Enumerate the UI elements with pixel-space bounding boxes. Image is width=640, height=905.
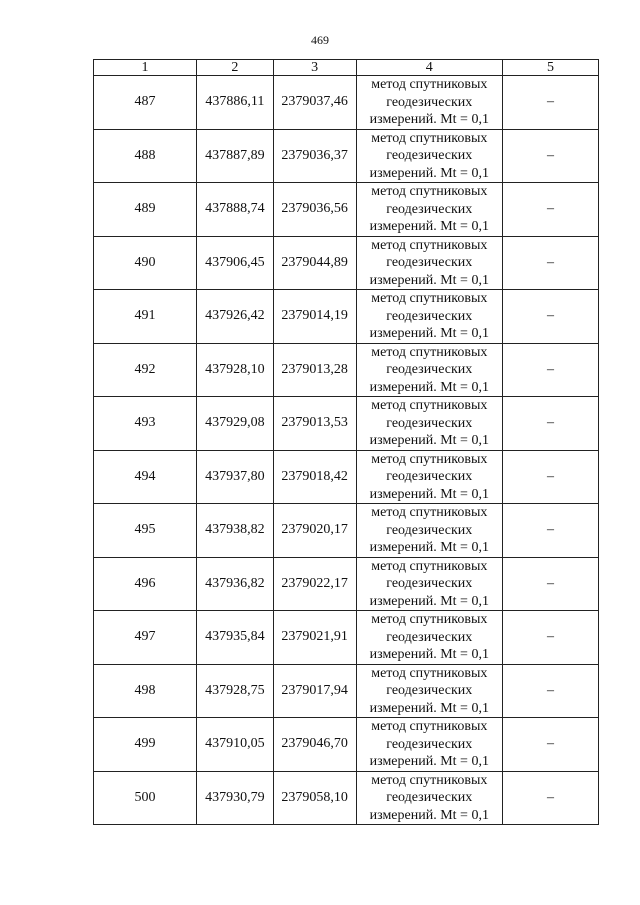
x-coordinate-cell: 437886,11: [197, 76, 274, 130]
column-header-1: 1: [94, 60, 197, 76]
method-line: геодезических: [386, 469, 473, 484]
x-coordinate-cell: 437910,05: [197, 718, 274, 772]
method-cell: [356, 718, 502, 772]
column-header-5: 5: [503, 60, 599, 76]
method-line: геодезических: [386, 415, 473, 431]
point-number-cell: 497: [94, 611, 197, 665]
method-cell: [356, 183, 502, 237]
x-coordinate-cell: 437937,80: [197, 450, 274, 504]
x-coordinate-cell: 437928,10: [197, 343, 274, 397]
method-line: геодезических: [386, 683, 473, 698]
column-header-2: 2: [197, 60, 274, 76]
x-coordinate-cell: 437906,45: [197, 236, 274, 290]
method-cell: [356, 450, 502, 504]
column-header-3: 3: [273, 60, 356, 76]
method-cell: [356, 129, 502, 183]
y-coordinate-cell: 2379044,89: [273, 236, 356, 290]
x-coordinate-cell: 437888,74: [197, 183, 274, 237]
method-line: измерений. Mt = 0,1: [369, 700, 489, 716]
y-coordinate-cell: 2379020,17: [273, 504, 356, 558]
y-coordinate-cell: 2379013,28: [273, 343, 356, 397]
method-line: метод спутниковых: [371, 344, 488, 360]
method-line: геодезических: [386, 362, 473, 377]
method-line: геодезических: [386, 255, 473, 270]
method-line: измерений. Mt = 0,1: [369, 647, 489, 662]
note-cell: –: [503, 129, 599, 183]
table-row: [94, 236, 599, 290]
point-number-cell: 493: [94, 397, 197, 451]
method-cell: [356, 771, 502, 825]
point-number-cell: 488: [94, 129, 197, 183]
table-header: [94, 60, 599, 76]
method-line: геодезических: [386, 790, 473, 805]
x-coordinate-cell: 437936,82: [197, 557, 274, 611]
x-coordinate-cell: 437926,42: [197, 290, 274, 344]
table-row: [94, 450, 599, 504]
method-line: измерений. Mt = 0,1: [369, 807, 489, 823]
method-line: метод спутниковых: [371, 665, 488, 681]
method-line: геодезических: [386, 308, 473, 324]
method-line: метод спутниковых: [371, 451, 488, 467]
table-row: [94, 771, 599, 825]
table-row: [94, 611, 599, 665]
y-coordinate-cell: 2379036,56: [273, 183, 356, 237]
point-number-cell: 490: [94, 236, 197, 290]
method-cell: [356, 557, 502, 611]
method-line: метод спутниковых: [371, 719, 488, 734]
x-coordinate-cell: 437887,89: [197, 129, 274, 183]
method-line: измерений. Mt = 0,1: [369, 433, 489, 448]
method-line: измерений. Mt = 0,1: [369, 272, 489, 288]
y-coordinate-cell: 2379018,42: [273, 450, 356, 504]
method-line: геодезических: [386, 736, 473, 752]
method-line: измерений. Mt = 0,1: [369, 379, 489, 395]
note-cell: –: [503, 290, 599, 344]
method-line: геодезических: [386, 94, 473, 110]
x-coordinate-cell: 437935,84: [197, 611, 274, 665]
note-cell: –: [503, 557, 599, 611]
table-row: [94, 76, 599, 130]
method-line: измерений. Mt = 0,1: [369, 112, 489, 127]
x-coordinate-cell: 437930,79: [197, 771, 274, 825]
method-line: метод спутниковых: [371, 398, 488, 413]
y-coordinate-cell: 2379037,46: [273, 76, 356, 130]
table-row: [94, 718, 599, 772]
note-cell: –: [503, 664, 599, 718]
x-coordinate-cell: 437929,08: [197, 397, 274, 451]
method-line: метод спутниковых: [371, 505, 488, 520]
table-row: [94, 343, 599, 397]
method-line: метод спутниковых: [371, 772, 488, 788]
point-number-cell: 499: [94, 718, 197, 772]
method-cell: [356, 504, 502, 558]
y-coordinate-cell: 2379058,10: [273, 771, 356, 825]
header-row: [94, 60, 599, 76]
method-line: метод спутниковых: [371, 130, 488, 146]
method-line: измерений. Mt = 0,1: [369, 486, 489, 502]
method-cell: [356, 397, 502, 451]
method-line: геодезических: [386, 148, 473, 163]
method-line: метод спутниковых: [371, 558, 488, 574]
point-number-cell: 494: [94, 450, 197, 504]
point-number-cell: 492: [94, 343, 197, 397]
method-line: измерений. Mt = 0,1: [369, 593, 489, 609]
y-coordinate-cell: 2379022,17: [273, 557, 356, 611]
point-number-cell: 495: [94, 504, 197, 558]
table-row: [94, 504, 599, 558]
method-line: метод спутниковых: [371, 291, 488, 306]
table-row: [94, 129, 599, 183]
method-line: метод спутниковых: [371, 612, 488, 627]
point-number-cell: 489: [94, 183, 197, 237]
y-coordinate-cell: 2379017,94: [273, 664, 356, 718]
method-line: измерений. Mt = 0,1: [369, 219, 489, 234]
method-line: геодезических: [386, 629, 473, 645]
method-cell: [356, 236, 502, 290]
method-cell: [356, 611, 502, 665]
method-line: геодезических: [386, 522, 473, 538]
method-cell: [356, 664, 502, 718]
note-cell: –: [503, 450, 599, 504]
x-coordinate-cell: 437928,75: [197, 664, 274, 718]
table-row: [94, 183, 599, 237]
method-line: измерений. Mt = 0,1: [369, 754, 489, 769]
note-cell: –: [503, 236, 599, 290]
method-line: измерений. Mt = 0,1: [369, 165, 489, 181]
method-cell: [356, 76, 502, 130]
note-cell: –: [503, 504, 599, 558]
method-line: геодезических: [386, 201, 473, 217]
method-line: метод спутниковых: [371, 237, 488, 253]
table-row: [94, 290, 599, 344]
note-cell: –: [503, 183, 599, 237]
table-row: [94, 397, 599, 451]
note-cell: –: [503, 397, 599, 451]
point-number-cell: 487: [94, 76, 197, 130]
method-line: метод спутниковых: [371, 184, 488, 199]
table-row: [94, 664, 599, 718]
point-number-cell: 491: [94, 290, 197, 344]
point-number-cell: 496: [94, 557, 197, 611]
table-row: [94, 557, 599, 611]
y-coordinate-cell: 2379021,91: [273, 611, 356, 665]
method-line: измерений. Mt = 0,1: [369, 540, 489, 555]
y-coordinate-cell: 2379046,70: [273, 718, 356, 772]
column-header-4: 4: [356, 60, 502, 76]
method-cell: [356, 290, 502, 344]
point-number-cell: 500: [94, 771, 197, 825]
method-line: измерений. Mt = 0,1: [369, 326, 489, 341]
method-cell: [356, 343, 502, 397]
x-coordinate-cell: 437938,82: [197, 504, 274, 558]
note-cell: –: [503, 718, 599, 772]
note-cell: –: [503, 611, 599, 665]
coordinates-table: [93, 59, 599, 825]
note-cell: –: [503, 771, 599, 825]
y-coordinate-cell: 2379014,19: [273, 290, 356, 344]
method-line: метод спутниковых: [371, 77, 488, 92]
y-coordinate-cell: 2379036,37: [273, 129, 356, 183]
note-cell: –: [503, 343, 599, 397]
note-cell: –: [503, 76, 599, 130]
table-body: [94, 76, 599, 825]
y-coordinate-cell: 2379013,53: [273, 397, 356, 451]
method-line: геодезических: [386, 576, 473, 591]
point-number-cell: 498: [94, 664, 197, 718]
page-number: 469: [311, 33, 329, 47]
